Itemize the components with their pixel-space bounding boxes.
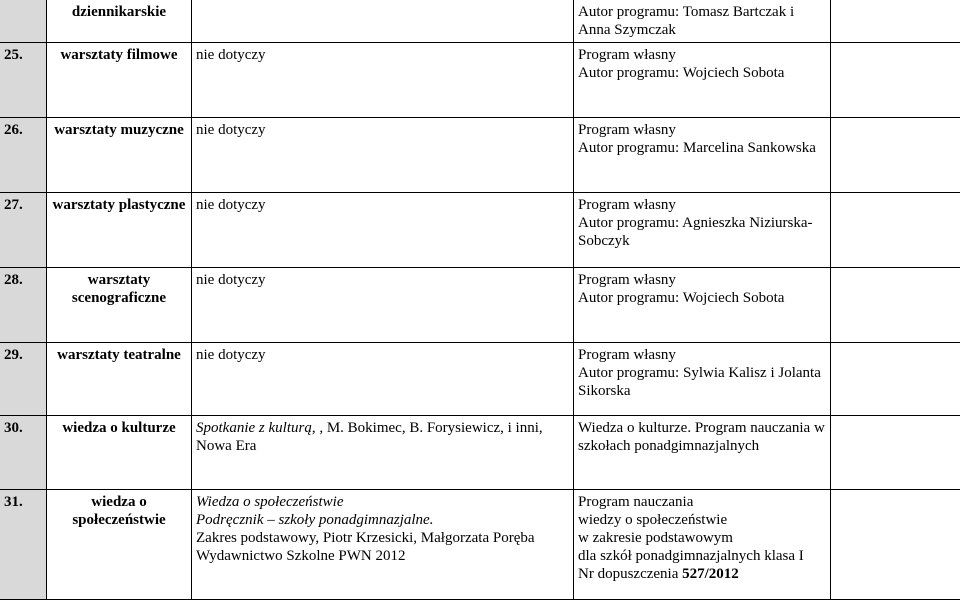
subject-cell: warsztaty filmowe [47, 43, 192, 118]
program-cell [574, 43, 831, 118]
program-cell [574, 0, 831, 43]
empty-cell [831, 43, 960, 118]
subject-cell: warsztaty scenograficzne [47, 268, 192, 343]
subject-cell: warsztaty plastyczne [47, 193, 192, 268]
program-cell [574, 343, 831, 416]
row-number: 29. [0, 343, 47, 416]
program-line: wiedzy o społeczeństwie [578, 512, 728, 528]
table-row [0, 490, 960, 600]
program-line: Wiedza o kulturze. Program nauczania w szkołach ponadgimnazjalnych [578, 420, 825, 454]
subject-cell: warsztaty teatralne [47, 343, 192, 416]
program-line: Autor programu: Wojciech Sobota [578, 65, 785, 81]
textbook-details: , , M. Bokimec, B. Forysiewicz, i inni, Nowa Era [196, 420, 543, 454]
table-row [0, 118, 960, 193]
textbook-cell [192, 416, 574, 490]
textbook-cell: nie dotyczy [192, 43, 574, 118]
table-row [0, 268, 960, 343]
table-row [0, 193, 960, 268]
textbook-cell: nie dotyczy [192, 118, 574, 193]
textbook-line: Wiedza o społeczeństwie [196, 494, 344, 510]
row-number: 31. [0, 490, 47, 600]
textbook-line: Wydawnictwo Szkolne PWN 2012 [196, 548, 406, 564]
program-line: Autor programu: Wojciech Sobota [578, 290, 785, 306]
row-number: 28. [0, 268, 47, 343]
program-line: Program własny [578, 122, 676, 138]
program-line: w zakresie podstawowym [578, 530, 733, 546]
program-cell [574, 490, 831, 600]
subject-cell: dziennikarskie [47, 0, 192, 43]
empty-cell [831, 268, 960, 343]
empty-cell [831, 490, 960, 600]
program-line: Program nauczania [578, 494, 694, 510]
textbook-cell [192, 0, 574, 43]
program-line: Autor programu: Agnieszka Niziurska-Sobczyk [578, 215, 813, 249]
program-line: Nr dopuszczenia 527/2012 [578, 566, 739, 582]
program-line: Autor programu: Tomasz Bartczak i Anna Szymczak [578, 4, 795, 38]
program-line: Program własny [578, 272, 676, 288]
table-row [0, 416, 960, 490]
row-number: 30. [0, 416, 47, 490]
textbook-cell [192, 490, 574, 600]
empty-cell [831, 193, 960, 268]
row-number: 27. [0, 193, 47, 268]
textbook-cell: nie dotyczy [192, 343, 574, 416]
subject-cell: wiedza o kulturze [47, 416, 192, 490]
program-line: Autor programu: Sylwia Kalisz i Jolanta Sikorska [578, 365, 821, 399]
table-row [0, 43, 960, 118]
program-cell [574, 268, 831, 343]
row-number: 25. [0, 43, 47, 118]
program-line: Program własny [578, 197, 676, 213]
empty-cell [831, 118, 960, 193]
textbook-line: Zakres podstawowy, Piotr Krzesicki, Małgorzata Poręba [196, 530, 535, 546]
program-cell [574, 193, 831, 268]
table-row [0, 0, 960, 43]
empty-cell [831, 0, 960, 43]
program-line: Program własny [578, 347, 676, 363]
program-line: Program własny [578, 47, 676, 63]
empty-cell [831, 343, 960, 416]
textbook-cell: nie dotyczy [192, 268, 574, 343]
empty-cell [831, 416, 960, 490]
approval-number: 527/2012 [682, 566, 739, 582]
table-row [0, 343, 960, 416]
textbook-title: Spotkanie z kulturą [196, 420, 312, 436]
program-cell [574, 118, 831, 193]
textbook-line: Podręcznik – szkoły ponadgimnazjalne. [196, 512, 434, 528]
subject-cell: warsztaty muzyczne [47, 118, 192, 193]
row-number: 26. [0, 118, 47, 193]
program-line: dla szkół ponadgimnazjalnych klasa I [578, 548, 804, 564]
program-cell [574, 416, 831, 490]
textbook-cell: nie dotyczy [192, 193, 574, 268]
row-number [0, 0, 47, 43]
subject-cell: wiedza o społeczeństwie [47, 490, 192, 600]
program-line: Autor programu: Marcelina Sankowska [578, 140, 816, 156]
